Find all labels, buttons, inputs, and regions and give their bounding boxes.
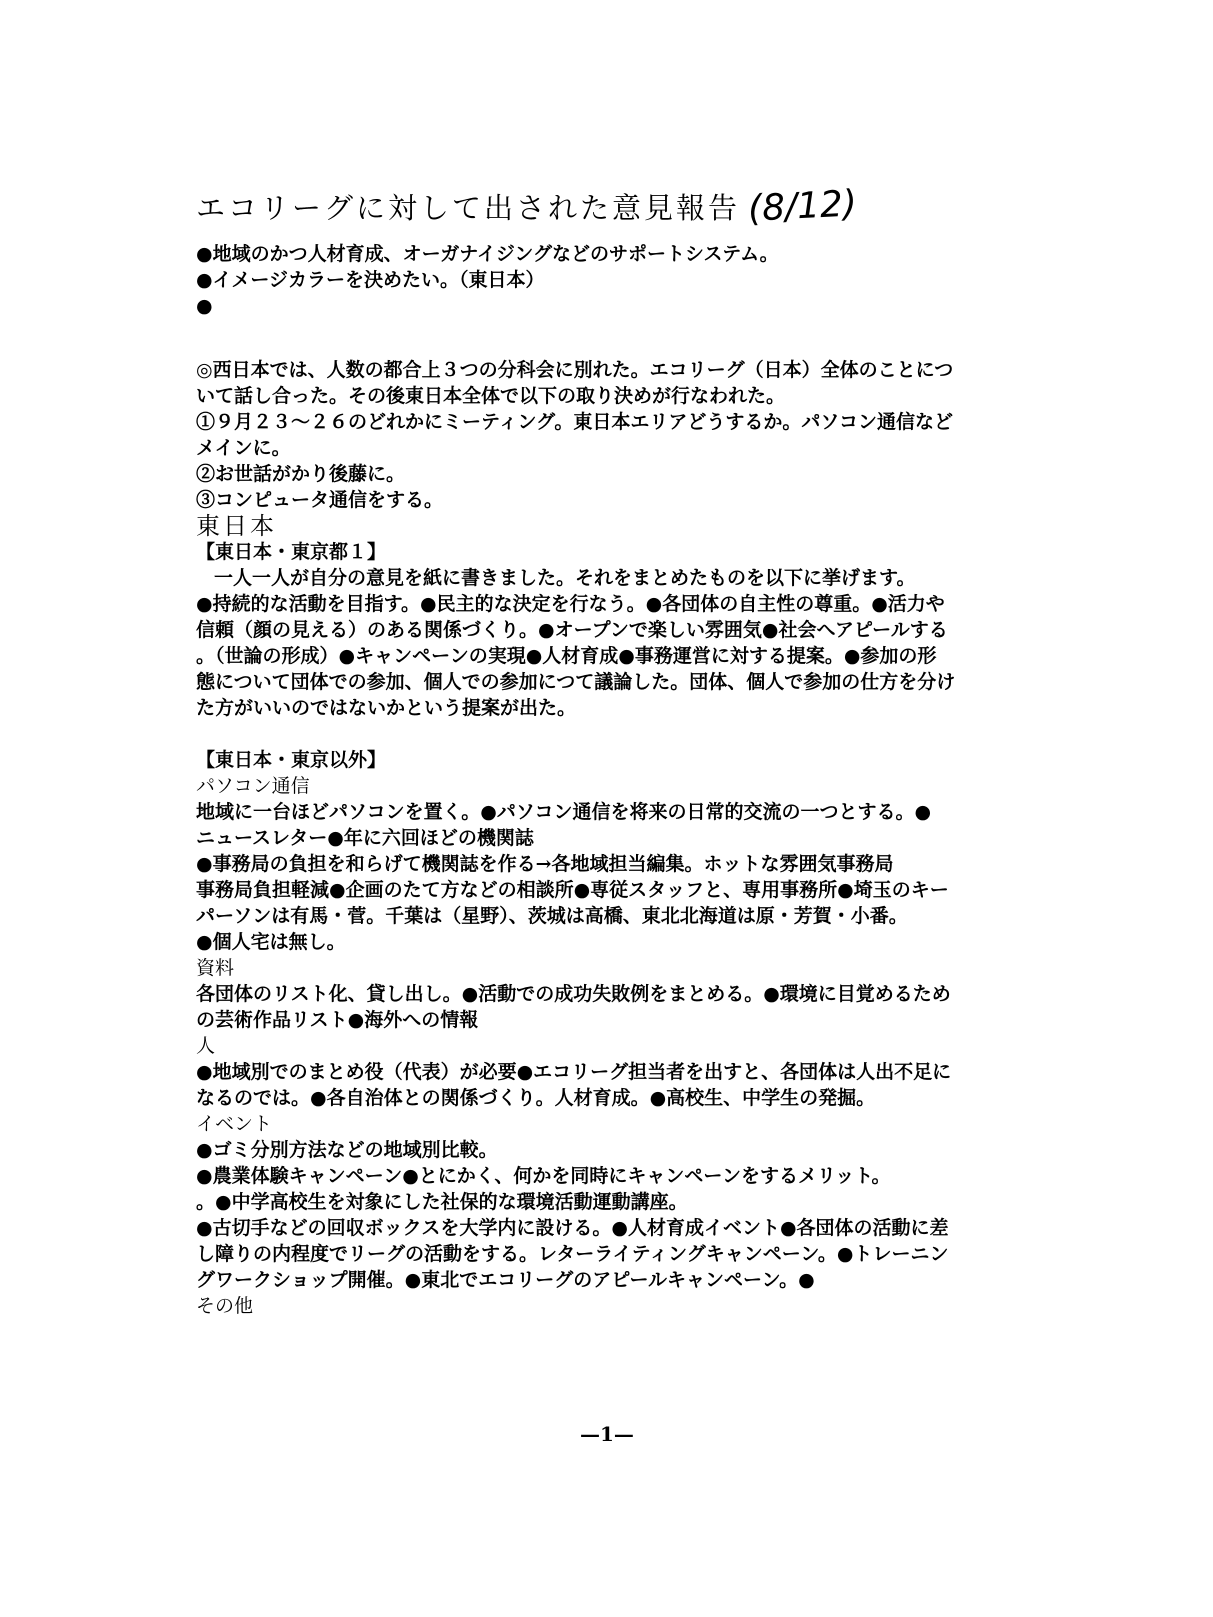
intro-line: メインに。 (196, 437, 291, 459)
other-line: ●地域別でのまとめ役（代表）が必要●エコリーグ担当者を出すと、各団体は人出不足に (196, 1061, 952, 1083)
intro-line: ②お世話がかり後藤に。 (196, 463, 406, 485)
tokyo-line: 態について団体での参加、個人での参加につて議論した。団体、個人で参加の仕方を分け (196, 671, 956, 693)
top-line: ● (196, 295, 213, 317)
document-title: エコリーグに対して出された意見報告 (196, 191, 741, 225)
tokyo-line: ●持続的な活動を目指す。●民主的な決定を行なう。●各団体の自主性の尊重。●活力や (196, 593, 945, 615)
other-line: ●事務局の負担を和らげて機関誌を作る→各地域担当編集。ホットな雰囲気事務局 (196, 853, 894, 875)
other-line: 各団体のリスト化、貸し出し。●活動での成功失敗例をまとめる。●環境に目覚めるため (196, 983, 951, 1005)
document-body (196, 183, 1076, 1319)
other-line: ●個人宅は無し。 (196, 931, 346, 953)
top-line: ●地域のかつ人材育成、オーガナイジングなどのサポートシステム。 (196, 243, 779, 265)
subheading-pc: パソコン通信 (196, 775, 310, 797)
tokyo-heading: 【東日本・東京都１】 (196, 541, 387, 563)
top-line: ●イメージカラーを決めたい。（東日本） (196, 269, 545, 291)
tokyo-line: 。（世論の形成）●キャンペーンの実現●人材育成●事務運営に対する提案。●参加の形 (196, 645, 937, 667)
other-line: し障りの内程度でリーグの活動をする。レターライティングキャンペーン。●トレーニン (196, 1243, 949, 1265)
subheading-other: その他 (196, 1295, 254, 1317)
intro-line: ①９月２３〜２６のどれかにミーティング。東日本エリアどうするか。パソコン通信など (196, 411, 953, 433)
intro-line: いて話し合った。その後東日本全体で以下の取り決めが行なわれた。 (196, 385, 786, 407)
other-line: ●ゴミ分別方法などの地域別比較。 (196, 1139, 498, 1161)
intro-line: ◎西日本では、人数の都合上３つの分科会に別れた。エコリーグ（日本）全体のことにつ (196, 359, 954, 381)
subheading-materials: 資料 (196, 957, 235, 979)
other-line: ●農業体験キャンペーン●とにかく、何かを同時にキャンペーンをするメリット。 (196, 1165, 891, 1187)
other-line: ニュースレター●年に六回ほどの機関誌 (196, 827, 534, 849)
section-heading-east: 東日本 (196, 512, 277, 540)
other-line: グワークショップ開催。●東北でエコリーグのアピールキャンペーン。● (196, 1269, 815, 1291)
tokyo-line: 一人一人が自分の意見を紙に書きました。それをまとめたものを以下に挙げます。 (214, 567, 916, 589)
other-line: 地域に一台ほどパソコンを置く。●パソコン通信を将来の日常的交流の一つとする。● (196, 801, 932, 823)
other-line: パーソンは有馬・菅。千葉は（星野）、茨城は高橋、東北北海道は原・芳賀・小番。 (196, 905, 908, 927)
subheading-people: 人 (196, 1035, 216, 1057)
other-line: なるのでは。●各自治体との関係づくり。人材育成。●高校生、中学生の発掘。 (196, 1087, 876, 1109)
other-line: ●古切手などの回収ボックスを大学内に設ける。●人材育成イベント●各団体の活動に差 (196, 1217, 949, 1239)
page-number: —1— (580, 1422, 634, 1446)
other-line: 事務局負担軽減●企画のたて方などの相談所●専従スタッフと、専用事務所●埼玉のキー (196, 879, 949, 901)
subheading-events: イベント (196, 1113, 273, 1135)
tokyo-line: 信頼（顔の見える）のある関係づくり。●オープンで楽しい雰囲気●社会へアピールする (196, 619, 948, 641)
handwritten-date: (8/12) (747, 183, 858, 230)
title-row (196, 183, 1076, 230)
other-line: の芸術作品リスト●海外への情報 (196, 1009, 479, 1031)
other-line: 。●中学高校生を対象にした社保的な環境活動運動講座。 (196, 1191, 688, 1213)
intro-line: ③コンピュータ通信をする。 (196, 489, 444, 511)
other-heading: 【東日本・東京以外】 (196, 749, 387, 771)
tokyo-line: た方がいいのではないかという提案が出た。 (196, 697, 577, 719)
